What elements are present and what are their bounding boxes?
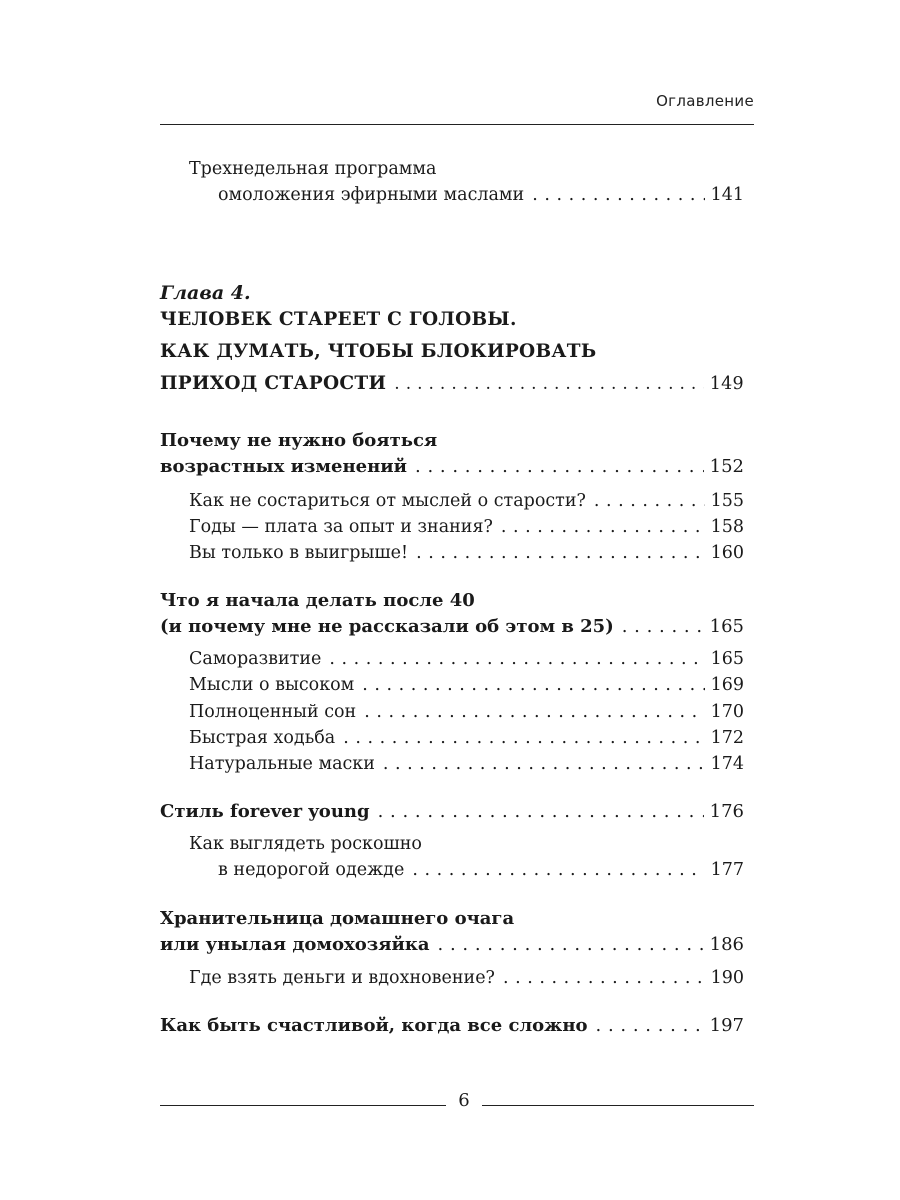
toc-entry-line: Как быть счастливой, когда все сложно . . . 197 (160, 1013, 744, 1039)
toc-section-be-happy[interactable] (160, 1013, 744, 1039)
toc-entry-line: Как не состариться от мыслей о старости? . . . 155 (189, 488, 744, 514)
toc-entry-line: Хранительница домашнего очага (160, 908, 515, 929)
running-head: Оглавление (656, 92, 754, 110)
toc-entry-line: возрастных изменений . . . 152 (160, 454, 744, 480)
page-ref: 155 (710, 491, 744, 511)
chapter-title-line: КАК ДУМАТЬ, ЧТОБЫ БЛОКИРОВАТЬ (160, 341, 597, 362)
dot-leader (356, 699, 704, 725)
dot-leader (408, 540, 705, 566)
toc-entry[interactable] (160, 540, 744, 566)
dot-leader (430, 932, 704, 958)
dot-leader (495, 965, 705, 991)
header-rule (160, 124, 754, 125)
dot-leader (588, 1013, 704, 1039)
page-ref: 169 (710, 675, 744, 695)
dot-leader (524, 182, 704, 208)
toc-entry-line: Быстрая ходьба . . . 172 (189, 725, 744, 751)
toc-entry-line: Саморазвитие . . . 165 (189, 646, 744, 672)
dot-leader (335, 725, 704, 751)
page-ref: 165 (710, 649, 744, 669)
toc-chapter-4[interactable] (160, 304, 744, 400)
page-ref: 160 (710, 543, 744, 563)
dot-leader (407, 454, 704, 480)
toc-entry[interactable] (160, 672, 744, 698)
toc-entry-line: Почему не нужно бояться (160, 430, 438, 451)
footer-rule-right (482, 1105, 754, 1106)
toc-entry-line: Как выглядеть роскошно (189, 834, 422, 854)
chapter-label: Глава 4. (160, 282, 251, 304)
page-number: 6 (458, 1090, 470, 1111)
dot-leader (386, 368, 703, 400)
page-ref: 152 (709, 456, 744, 477)
toc-entry-line: (и почему мне не рассказали об этом в 25) . . . 165 (160, 614, 744, 640)
chapter-title-line: ЧЕЛОВЕК СТАРЕЕТ С ГОЛОВЫ. (160, 309, 517, 330)
page-ref: 149 (709, 374, 744, 394)
toc-entry-line: Стиль forever young . . . 176 (160, 799, 744, 825)
page-ref: 177 (710, 860, 744, 880)
toc-entry-line: Мысли о высоком . . . 169 (189, 672, 744, 698)
chapter-title-line: ПРИХОД СТАРОСТИ . . . 149 (160, 368, 744, 400)
dot-leader (370, 799, 704, 825)
toc-entry-three-week-program[interactable] (160, 156, 744, 208)
toc-entry-line: в недорогой одежде . . . 177 (189, 857, 744, 883)
dot-leader (321, 646, 704, 672)
page-ref: 197 (709, 1015, 744, 1036)
page-ref: 176 (709, 801, 744, 822)
toc-entry[interactable] (160, 699, 744, 725)
toc-entry[interactable] (160, 646, 744, 672)
page-ref: 172 (710, 728, 744, 748)
toc-entry[interactable] (160, 831, 744, 883)
page-ref: 174 (710, 754, 744, 774)
toc-entry-line: Годы — плата за опыт и знания? . . . 158 (189, 514, 744, 540)
toc-entry[interactable] (160, 751, 744, 777)
toc-entry-line: или унылая домохозяйка . . . 186 (160, 932, 744, 958)
toc-section-after-40[interactable] (160, 588, 744, 640)
toc-entry-line: Натуральные маски . . . 174 (189, 751, 744, 777)
toc-section-forever-young[interactable] (160, 799, 744, 825)
dot-leader (354, 672, 704, 698)
page-ref: 165 (709, 616, 744, 637)
toc-section-fear-of-aging[interactable] (160, 428, 744, 480)
toc-entry[interactable] (160, 514, 744, 540)
toc-entry[interactable] (160, 488, 744, 514)
dot-leader (493, 514, 705, 540)
toc-entry-line: Где взять деньги и вдохновение? . . . 190 (189, 965, 744, 991)
page-ref: 158 (710, 517, 744, 537)
page-ref: 190 (710, 968, 744, 988)
toc-entry-line: омоложения эфирными маслами . . . 141 (189, 182, 744, 208)
toc-entry-line: Что я начала делать после 40 (160, 590, 475, 611)
dot-leader (586, 488, 705, 514)
page-ref: 170 (710, 702, 744, 722)
toc-section-homemaker[interactable] (160, 906, 744, 958)
dot-leader (404, 857, 704, 883)
toc-entry-line: Вы только в выигрыше! . . . 160 (189, 540, 744, 566)
toc-entry[interactable] (160, 725, 744, 751)
toc-entry-line: Трехнедельная программа (189, 159, 437, 179)
page-ref: 186 (709, 934, 744, 955)
toc-entry-line: Полноценный сон . . . 170 (189, 699, 744, 725)
page-ref: 141 (710, 185, 744, 205)
dot-leader (375, 751, 705, 777)
toc-entry[interactable] (160, 965, 744, 991)
dot-leader (614, 614, 704, 640)
footer-rule-left (160, 1105, 446, 1106)
